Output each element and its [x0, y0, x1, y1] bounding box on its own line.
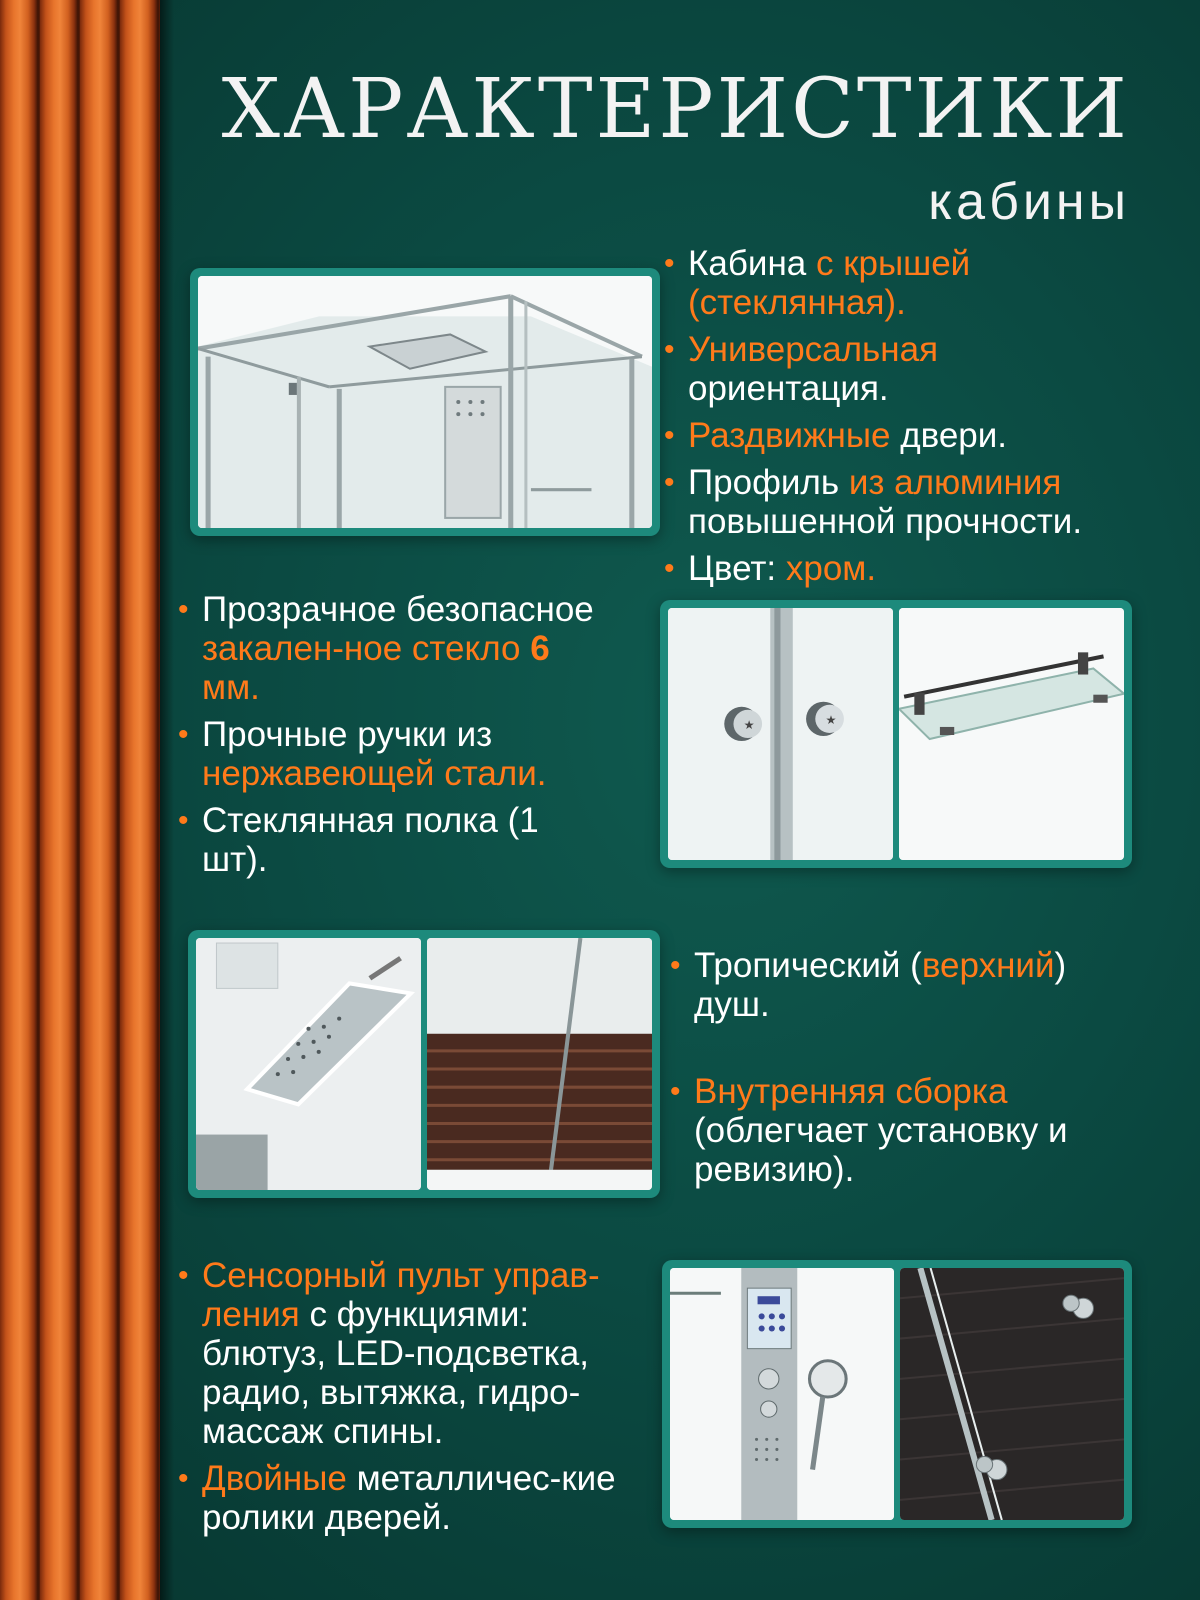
- svg-text:★: ★: [743, 718, 755, 732]
- feature-item-assembly: • Внутренняя сборка (облегчает установку и ревизию).: [670, 1072, 1068, 1189]
- wood-slat-decoration: [0, 0, 160, 1600]
- features-block-1: [662, 244, 1142, 596]
- feature-item-control-panel: • Сенсорный пульт управ-ления с функциями: блютуз, LED-подсветка, радио, вытяжка, гидро-массаж спины.: [178, 1256, 600, 1451]
- door-handles-photo: [668, 608, 893, 860]
- bullet-icon: •: [178, 804, 189, 837]
- bullet-icon: •: [664, 552, 675, 585]
- features-block-4: [176, 1256, 656, 1545]
- feature-item-profile: • Профиль из алюминия повышенной прочности.: [664, 463, 1083, 541]
- shower-floor-photo: [427, 938, 652, 1190]
- control-panel-photo: [670, 1268, 894, 1520]
- bullet-icon: •: [178, 1462, 189, 1495]
- page-subtitle: кабины: [928, 173, 1130, 231]
- feature-item-orientation: • Универсальная ориентация.: [664, 330, 939, 408]
- bullet-icon: •: [670, 1075, 681, 1108]
- features-block-2: [176, 590, 606, 887]
- svg-text:★: ★: [825, 713, 837, 727]
- photo-frame-cabin-roof: [190, 268, 660, 536]
- photo-frame-handles-shelf: [660, 600, 1132, 868]
- wood-shadow: [160, 0, 174, 1600]
- bullet-icon: •: [664, 466, 675, 499]
- feature-item-rollers: • Двойные металличес-кие ролики дверей.: [178, 1459, 616, 1537]
- feature-item-roof: • Кабина с крышей (стеклянная).: [664, 244, 971, 322]
- feature-item-rain-shower: • Тропический (верхний) душ.: [670, 946, 1067, 1024]
- glass-shelf-photo: [899, 608, 1124, 860]
- bullet-icon: •: [670, 949, 681, 982]
- bullet-icon: •: [664, 333, 675, 366]
- feature-item-doors: • Раздвижные двери.: [664, 416, 1008, 455]
- photo-frame-shower-floor: [188, 930, 660, 1198]
- page-title: ХАРАКТЕРИСТИКИ: [221, 62, 1130, 157]
- bullet-icon: •: [664, 247, 675, 280]
- bullet-icon: •: [178, 593, 189, 626]
- bullet-icon: •: [664, 419, 675, 452]
- feature-item-shelf: • Стеклянная полка (1 шт).: [178, 801, 539, 879]
- rain-shower-photo: [196, 938, 421, 1190]
- feature-item-color: • Цвет: хром.: [664, 549, 877, 588]
- bullet-icon: •: [178, 718, 189, 751]
- feature-item-glass: • Прозрачное безопасное закален-ное стекло 6 мм.: [178, 590, 594, 707]
- photo-frame-panel-rollers: [662, 1260, 1132, 1528]
- feature-item-handles: • Прочные ручки из нержавеющей стали.: [178, 715, 547, 793]
- door-rollers-photo: [900, 1268, 1124, 1520]
- bullet-icon: •: [178, 1259, 189, 1292]
- cabin-roof-photo: [198, 276, 652, 528]
- features-block-3: [668, 946, 1143, 1197]
